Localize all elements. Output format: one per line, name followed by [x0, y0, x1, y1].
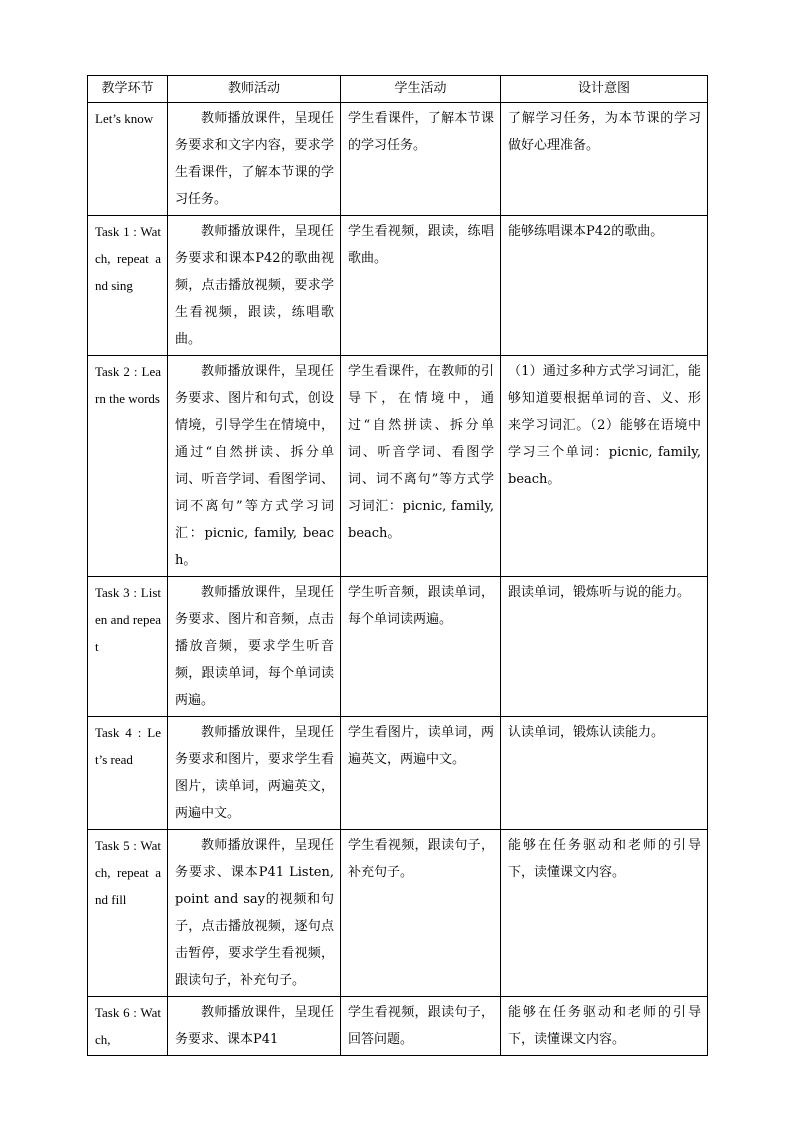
table-row	[88, 830, 708, 997]
lesson-plan-table	[87, 75, 708, 1056]
student-activity-cell: 学生听音频，跟读单词，每个单词读两遍。	[341, 577, 501, 717]
student-activity-cell: 学生看图片，读单词，两遍英文，两遍中文。	[341, 717, 501, 830]
stage-cell: Task 4 : Let’s read	[88, 717, 168, 830]
stage-cell: Task 2 : Learn the words	[88, 356, 168, 577]
student-activity-cell: 学生看课件，了解本节课的学习任务。	[341, 103, 501, 216]
table-row	[88, 997, 708, 1056]
student-activity-cell: 学生看课件，在教师的引导下，在情境中，通过“自然拼读、拆分单词、听音学词、看图学词、词不离句”等方式学习词汇：picnic, family, beach。	[341, 356, 501, 577]
design-intent-cell: 能够在任务驱动和老师的引导下，读懂课文内容。	[501, 997, 708, 1056]
stage-cell: Task 1 : Watch, repeat and sing	[88, 216, 168, 356]
teacher-activity-cell: 教师播放课件，呈现任务要求、图片和音频，点击播放音频，要求学生听音频，跟读单词，每个单词读两遍。	[168, 577, 341, 717]
design-intent-cell: 能够练唱课本P42的歌曲。	[501, 216, 708, 356]
table-row	[88, 717, 708, 830]
table-header-row	[88, 76, 708, 103]
teacher-activity-cell: 教师播放课件，呈现任务要求和课本P42的歌曲视频，点击播放视频，要求学生看视频，跟读，练唱歌曲。	[168, 216, 341, 356]
stage-cell: Task 3 : Listen and repeat	[88, 577, 168, 717]
teacher-activity-cell: 教师播放课件，呈现任务要求、课本P41	[168, 997, 341, 1056]
teacher-activity-cell: 教师播放课件，呈现任务要求和文字内容，要求学生看课件，了解本节课的学习任务。	[168, 103, 341, 216]
stage-cell: Task 6 : Watch,	[88, 997, 168, 1056]
stage-cell: Let’s know	[88, 103, 168, 216]
header-teacher-activity: 教师活动	[168, 76, 341, 103]
table-row	[88, 356, 708, 577]
header-stage: 教学环节	[88, 76, 168, 103]
student-activity-cell: 学生看视频，跟读句子，回答问题。	[341, 997, 501, 1056]
teacher-activity-cell: 教师播放课件，呈现任务要求、图片和句式，创设情境，引导学生在情境中，通过“自然拼读、拆分单词、听音学词、看图学词、词不离句”等方式学习词汇：picnic, family, beach。	[168, 356, 341, 577]
table-row	[88, 103, 708, 216]
teacher-activity-cell: 教师播放课件，呈现任务要求、课本P41 Listen, point and say的视频和句子，点击播放视频，逐句点击暂停，要求学生看视频，跟读句子，补充句子。	[168, 830, 341, 997]
design-intent-cell: 了解学习任务，为本节课的学习做好心理准备。	[501, 103, 708, 216]
header-student-activity: 学生活动	[341, 76, 501, 103]
header-design-intent: 设计意图	[501, 76, 708, 103]
table-row	[88, 216, 708, 356]
design-intent-cell: 跟读单词，锻炼听与说的能力。	[501, 577, 708, 717]
design-intent-cell: 能够在任务驱动和老师的引导下，读懂课文内容。	[501, 830, 708, 997]
student-activity-cell: 学生看视频，跟读句子，补充句子。	[341, 830, 501, 997]
design-intent-cell: 认读单词，锻炼认读能力。	[501, 717, 708, 830]
stage-cell: Task 5 : Watch, repeat and fill	[88, 830, 168, 997]
table-row	[88, 577, 708, 717]
teacher-activity-cell: 教师播放课件，呈现任务要求和图片，要求学生看图片，读单词，两遍英文，两遍中文。	[168, 717, 341, 830]
design-intent-cell: （1）通过多种方式学习词汇，能够知道要根据单词的音、义、形来学习词汇。（2）能够在语境中学习三个单词：picnic, family, beach。	[501, 356, 708, 577]
student-activity-cell: 学生看视频，跟读，练唱歌曲。	[341, 216, 501, 356]
